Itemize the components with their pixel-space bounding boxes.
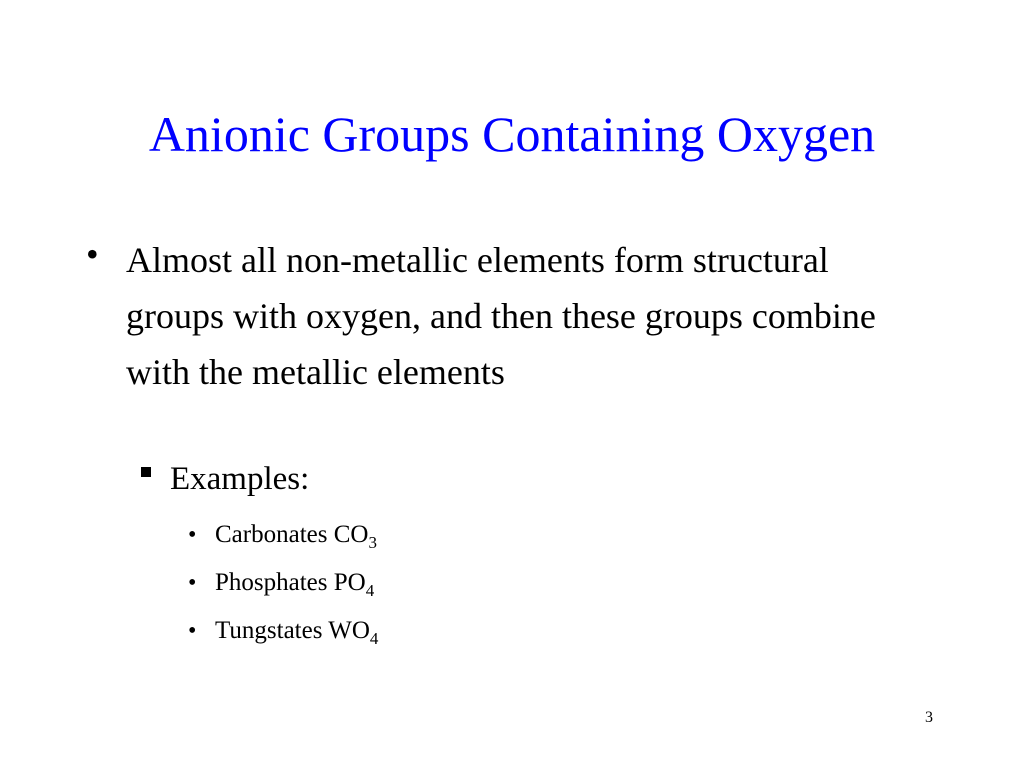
bullet-marker: • bbox=[188, 618, 197, 644]
example-item-phosphates bbox=[0, 566, 1024, 600]
main-bullet-text: Almost all non-metallic elements form structural groups with oxygen, and then these groups combine with the metallic elements bbox=[126, 240, 876, 392]
example-label bbox=[215, 518, 377, 554]
examples-heading: Examples: bbox=[170, 461, 310, 497]
slide-title: Anionic Groups Containing Oxygen bbox=[148, 106, 876, 162]
example-item-tungstates bbox=[0, 614, 1024, 648]
example-text: Phosphates PO bbox=[215, 569, 366, 596]
example-text: Tungstates WO bbox=[215, 617, 370, 644]
example-label bbox=[215, 614, 378, 650]
example-text: Carbonates CO bbox=[215, 521, 369, 548]
example-label bbox=[215, 566, 374, 602]
example-subscript: 4 bbox=[365, 581, 375, 600]
bullet-marker: • bbox=[188, 522, 197, 548]
bullet-marker: • bbox=[86, 234, 99, 274]
square-bullet-icon bbox=[141, 467, 151, 477]
example-item-carbonates bbox=[0, 518, 1024, 552]
bullet-marker: • bbox=[188, 570, 197, 596]
example-subscript: 4 bbox=[369, 629, 379, 648]
page-number: 3 bbox=[925, 709, 933, 726]
example-subscript: 3 bbox=[368, 533, 377, 552]
